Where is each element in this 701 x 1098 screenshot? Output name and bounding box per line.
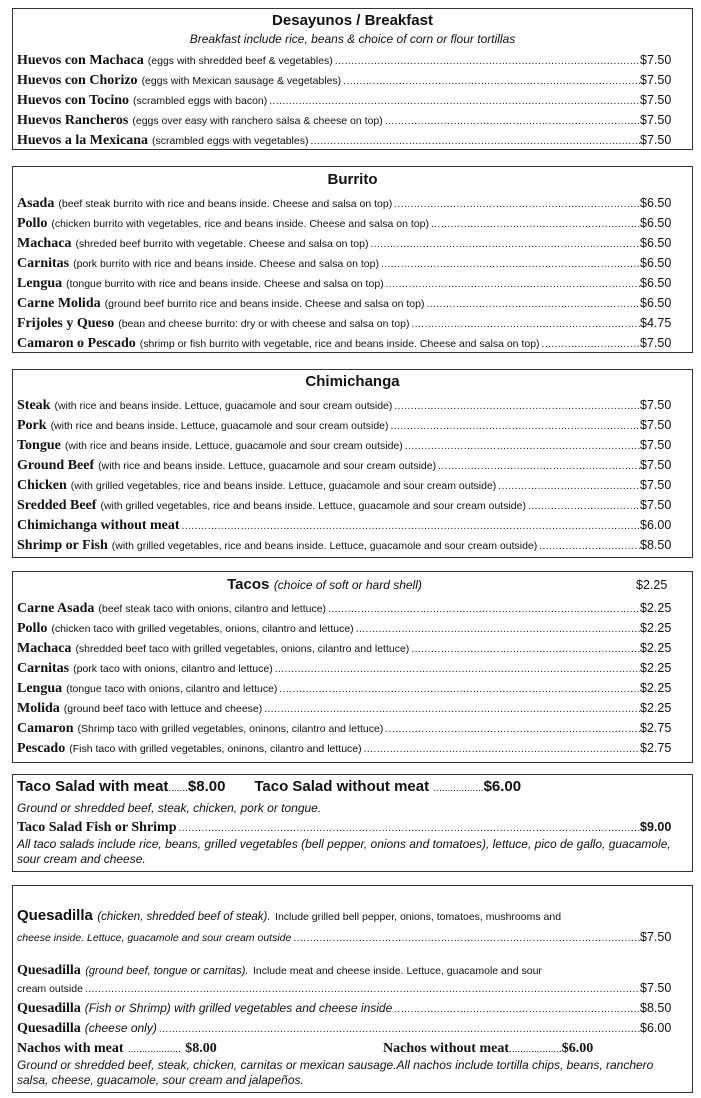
item-price: $2.25: [640, 641, 672, 655]
item-price: $6.50: [640, 296, 672, 310]
section-title: Burrito: [327, 171, 378, 188]
salad-meat-note: Ground or shredded beef, steak, chicken, pork or tongue.: [17, 801, 322, 815]
quesadilla-section: [12, 885, 693, 1093]
dot-leader: [528, 497, 640, 517]
item-name: Pollo: [17, 216, 48, 231]
dot-leader: [370, 235, 640, 255]
menu-item: [13, 313, 692, 333]
dot-leader: [411, 315, 640, 335]
item-list: [13, 50, 692, 150]
item-desc: (ground beef, tongue or carnitas).: [85, 965, 249, 977]
item-price: $7.50: [640, 53, 672, 67]
item-name: Lengua: [17, 681, 63, 696]
item-desc: (eggs over easy with ranchero salsa & cheese on top): [132, 115, 383, 127]
item-name: Pescado: [17, 741, 66, 756]
dot-leader: [386, 275, 640, 295]
item-price: $2.25: [640, 661, 672, 675]
item-name: Steak: [17, 398, 51, 413]
dot-leader: [385, 720, 640, 740]
dot-leader: [405, 437, 640, 457]
menu-item: [13, 455, 692, 475]
nachos-nomeat-price: $6.00: [561, 1041, 594, 1056]
quesadilla-1-line2: [13, 926, 692, 948]
dot-leader: [438, 457, 640, 477]
menu-item: [13, 395, 692, 415]
item-name: Shrimp or Fish: [17, 538, 108, 553]
item-desc: (chicken burrito with vegetables, rice and beans inside. Cheese and salsa on top): [51, 218, 429, 230]
item-desc: (pork burrito with rice and beans inside. Cheese and salsa on top): [73, 258, 379, 270]
item-price: $7.50: [640, 336, 672, 350]
item-price: $7.50: [640, 458, 672, 472]
dot-leader: [542, 335, 640, 355]
dot-leader: [391, 417, 640, 437]
dot-leader: [411, 640, 640, 660]
item-desc: (with rice and beans inside. Lettuce, guacamole and sour cream outside): [54, 400, 393, 412]
dot-leader: [179, 819, 641, 839]
item-name: Chimichanga without meat: [17, 518, 180, 533]
menu-item: [13, 698, 692, 718]
menu-item: [13, 515, 692, 535]
item-price: $8.50: [640, 1001, 672, 1015]
salad-without-meat-price: $6.00: [483, 778, 522, 795]
menu-item: [13, 253, 692, 273]
dot-leader: [159, 1020, 640, 1040]
salad-with-meat-label: Taco Salad with meat: [17, 778, 169, 795]
item-name: Taco Salad Fish or Shrimp: [17, 820, 177, 835]
item-price: $6.50: [640, 216, 672, 230]
item-price: $4.75: [640, 316, 672, 330]
item-desc: (beef steak burrito with rice and beans inside. Cheese and salsa on top): [58, 198, 393, 210]
item-price: $2.25: [640, 681, 672, 695]
item-desc: (scrambled eggs with vegetables): [152, 135, 309, 147]
salad-header: [13, 775, 692, 799]
item-price: $7.50: [640, 981, 672, 995]
salad-footer: All taco salads include rice, beans, grilled vegetables (bell pepper, onions and tomatoes), lettuce, pico de gallo, guacamole, sour cream and cheese.: [17, 837, 671, 866]
item-name: Ground Beef: [17, 458, 95, 473]
section-note: (choice of soft or hard shell): [273, 578, 422, 592]
dot-leader: [426, 295, 640, 315]
item-desc: (with grilled vegetables, rice and beans inside. Lettuce, guacamole and sour cream outside): [111, 540, 538, 552]
item-price: $2.25: [640, 621, 672, 635]
menu-item: [13, 658, 692, 678]
menu-item: [13, 638, 692, 658]
salad-without-meat-label: Taco Salad without meat: [254, 778, 430, 795]
item-desc: (Shrimp taco with grilled vegetables, oninons, cilantro and lettuce): [77, 723, 384, 735]
item-name: Quesadilla: [17, 907, 93, 924]
menu-item: [13, 233, 692, 253]
item-name: Carne Molida: [17, 296, 101, 311]
dot-leader: [293, 928, 640, 950]
tacos-header: [13, 572, 692, 598]
item-name: Chicken: [17, 478, 67, 493]
item-price: $7.50: [640, 133, 672, 147]
quesadilla-3: [13, 998, 692, 1018]
taco-salad-section: [12, 774, 693, 872]
item-price: $2.75: [640, 741, 672, 755]
item-desc: (with rice and beans inside. Lettuce, guacamole and sour cream outside): [98, 460, 437, 472]
item-desc: (chicken, shredded beef of steak).: [97, 911, 271, 923]
item-list: [13, 395, 692, 555]
dot-leader: [269, 92, 640, 112]
item-price: $6.00: [640, 518, 672, 532]
section-title: Chimichanga: [305, 373, 400, 390]
dot-leader: [385, 112, 640, 132]
nachos-footer: Ground or shredded beef, steak, chicken, carnitas or mexican sausage.All nachos include tortilla chips, beans, ranchero salsa, cheese, guacamole, sour cream and jalapeños.: [17, 1058, 654, 1087]
quesadilla-1: [13, 906, 692, 926]
menu-item: [13, 535, 692, 555]
item-desc: (with rice and beans inside. Lettuce, guacamole and sour cream outside): [50, 420, 389, 432]
item-desc: (chicken taco with grilled vegetables, onions, cilantro and lettuce): [51, 623, 354, 635]
item-name: Asada: [17, 196, 55, 211]
item-desc: (with rice and beans inside. Lettuce, guacamole and sour cream outside): [64, 440, 403, 452]
item-price: $6.50: [640, 276, 672, 290]
item-list: [13, 193, 692, 353]
item-price: $7.50: [640, 478, 672, 492]
item-price: $6.50: [640, 196, 672, 210]
dot-leader: ...................: [128, 1044, 181, 1055]
item-price: $7.50: [640, 113, 672, 127]
item-desc-2: Include meat and cheese inside. Lettuce, guacamole and sour: [252, 965, 542, 977]
dot-leader: [279, 680, 640, 700]
dot-leader: [275, 660, 640, 680]
chimichanga-section: [12, 369, 693, 558]
quesadilla-2-line2: [13, 978, 692, 998]
item-desc: (with grilled vegetables, rice and beans inside. Lettuce, guacamole and sour cream outside): [100, 500, 526, 512]
menu-item: [13, 293, 692, 313]
menu-item: [13, 618, 692, 638]
item-name: Quesadilla: [17, 1001, 81, 1016]
item-desc: (cheese only): [84, 1021, 157, 1035]
item-price: $8.50: [640, 538, 672, 552]
item-price: $9.00: [640, 820, 672, 834]
item-name: Molida: [17, 701, 60, 716]
item-name: Tongue: [17, 438, 61, 453]
item-desc: (eggs with shredded beef & vegetables): [147, 55, 333, 67]
item-name: Huevos Rancheros: [17, 113, 129, 128]
item-desc: (Fish or Shrimp) with grilled vegetables and cheese inside: [84, 1001, 393, 1015]
dot-leader: ...................: [509, 1044, 562, 1055]
dot-leader: [394, 195, 640, 215]
menu-item: [13, 213, 692, 233]
menu-item: [13, 718, 692, 738]
menu-item: [13, 90, 692, 110]
item-list: [13, 598, 692, 758]
item-price: $6.50: [640, 256, 672, 270]
menu-item: [13, 130, 692, 150]
item-name: Pollo: [17, 621, 48, 636]
dot-leader: [343, 72, 640, 92]
item-desc: (ground beef burrito rice and beans inside. Cheese and salsa on top): [104, 298, 425, 310]
menu-item: [13, 50, 692, 70]
menu-item: [13, 193, 692, 213]
item-price: $7.50: [640, 498, 672, 512]
menu-item: [13, 333, 692, 353]
item-desc: (scrambled eggs with bacon): [133, 95, 268, 107]
dot-leader: [364, 740, 640, 760]
dot-leader: [182, 517, 640, 537]
item-name: Huevos a la Mexicana: [17, 133, 149, 148]
item-name: Camaron o Pescado: [17, 336, 136, 351]
menu-item: [13, 598, 692, 618]
tacos-section: [12, 571, 693, 763]
item-desc: (shreded beef burrito with vegetable. Cheese and salsa on top): [75, 238, 369, 250]
breakfast-section: [12, 8, 693, 150]
menu-item: [13, 415, 692, 435]
item-desc: (pork taco with onions, cilantro and lettuce): [73, 663, 273, 675]
menu-item: [13, 475, 692, 495]
dot-leader: [335, 52, 640, 72]
item-price: $2.25: [640, 701, 672, 715]
item-name: Carnitas: [17, 661, 70, 676]
item-desc: (tongue taco with onions, cilantro and lettuce): [66, 683, 278, 695]
dot-leader: [498, 477, 640, 497]
item-name: Huevos con Tocino: [17, 93, 130, 108]
menu-item: [13, 70, 692, 90]
dot-leader: [310, 132, 640, 152]
item-name: Quesadilla: [17, 963, 81, 978]
item-price: $7.50: [640, 438, 672, 452]
dot-leader: [381, 255, 640, 275]
item-price: $2.75: [640, 721, 672, 735]
item-desc: cream outside: [17, 983, 83, 995]
dot-leader: .......: [168, 783, 188, 794]
item-name: Sredded Beef: [17, 498, 97, 513]
section-price: $2.25: [636, 578, 668, 592]
nachos-meat-label: Nachos with meat: [17, 1041, 124, 1056]
section-title: Desayunos / Breakfast: [272, 12, 433, 29]
nachos-row: [13, 1038, 692, 1058]
menu-item: [13, 678, 692, 698]
item-price: $7.50: [640, 73, 672, 87]
item-price: $6.00: [640, 1021, 672, 1035]
item-name: Carne Asada: [17, 601, 95, 616]
menu-item: [13, 817, 692, 837]
quesadilla-4: [13, 1018, 692, 1038]
item-price: $7.50: [640, 93, 672, 107]
item-desc: (with grilled vegetables, rice and beans inside. Lettuce, guacamole and sour cream outside): [70, 480, 497, 492]
menu-item: [13, 273, 692, 293]
item-name: Frijoles y Queso: [17, 316, 115, 331]
item-name: Lengua: [17, 276, 63, 291]
item-price: $7.50: [640, 418, 672, 432]
menu-item: [13, 435, 692, 455]
item-name: Pork: [17, 418, 47, 433]
item-name: Carnitas: [17, 256, 70, 271]
nachos-meat-price: $8.00: [185, 1041, 217, 1056]
quesadilla-2: [13, 962, 692, 978]
item-desc: cheese inside. Lettuce, guacamole and sour cream outside: [17, 932, 292, 944]
item-desc: (shredded beef taco with grilled vegetables, onions, cilantro and lettuce): [75, 643, 410, 655]
item-name: Huevos con Chorizo: [17, 73, 138, 88]
item-price: $2.25: [640, 601, 672, 615]
dot-leader: [356, 620, 640, 640]
section-subtitle: Breakfast include rice, beans & choice of corn or flour tortillas: [189, 32, 516, 46]
item-price: $7.50: [640, 930, 672, 944]
item-price: $7.50: [640, 398, 672, 412]
burrito-section: [12, 166, 693, 353]
dot-leader: [328, 600, 640, 620]
dot-leader: [431, 215, 640, 235]
item-name: Huevos con Machaca: [17, 53, 144, 68]
item-price: $6.50: [640, 236, 672, 250]
menu-item: [13, 495, 692, 515]
item-name: Machaca: [17, 236, 72, 251]
item-name: Quesadilla: [17, 1021, 81, 1036]
item-desc: (ground beef taco with lettuce and cheese): [63, 703, 263, 715]
menu-item: [13, 110, 692, 130]
dot-leader: [85, 980, 640, 1000]
dot-leader: [264, 700, 640, 720]
item-name: Camaron: [17, 721, 74, 736]
section-title: Tacos: [227, 576, 270, 593]
item-desc: (eggs with Mexican sausage & vegetables): [141, 75, 342, 87]
menu-item: [13, 738, 692, 758]
item-desc: (shrimp or fish burrito with vegetable, rice and beans inside. Cheese and salsa on top): [139, 338, 540, 350]
item-name: Machaca: [17, 641, 72, 656]
item-desc: (Fish taco with grilled vegetables, oninons, cilantro and lettuce): [69, 743, 362, 755]
dot-leader: ..................: [433, 783, 484, 794]
dot-leader: [539, 537, 640, 557]
item-desc: (bean and cheese burrito: dry or with cheese and salsa on top): [118, 318, 410, 330]
salad-with-meat-price: $8.00: [187, 778, 226, 795]
dot-leader: [394, 1000, 640, 1020]
dot-leader: [394, 397, 640, 417]
nachos-nomeat-label: Nachos without meat: [383, 1041, 509, 1056]
item-desc: (beef steak taco with onions, cilantro and lettuce): [98, 603, 327, 615]
item-desc-2: Include grilled bell pepper, onions, tomatoes, mushrooms and: [275, 911, 562, 923]
item-desc: (tongue burrito with rice and beans inside. Cheese and salsa on top): [66, 278, 384, 290]
